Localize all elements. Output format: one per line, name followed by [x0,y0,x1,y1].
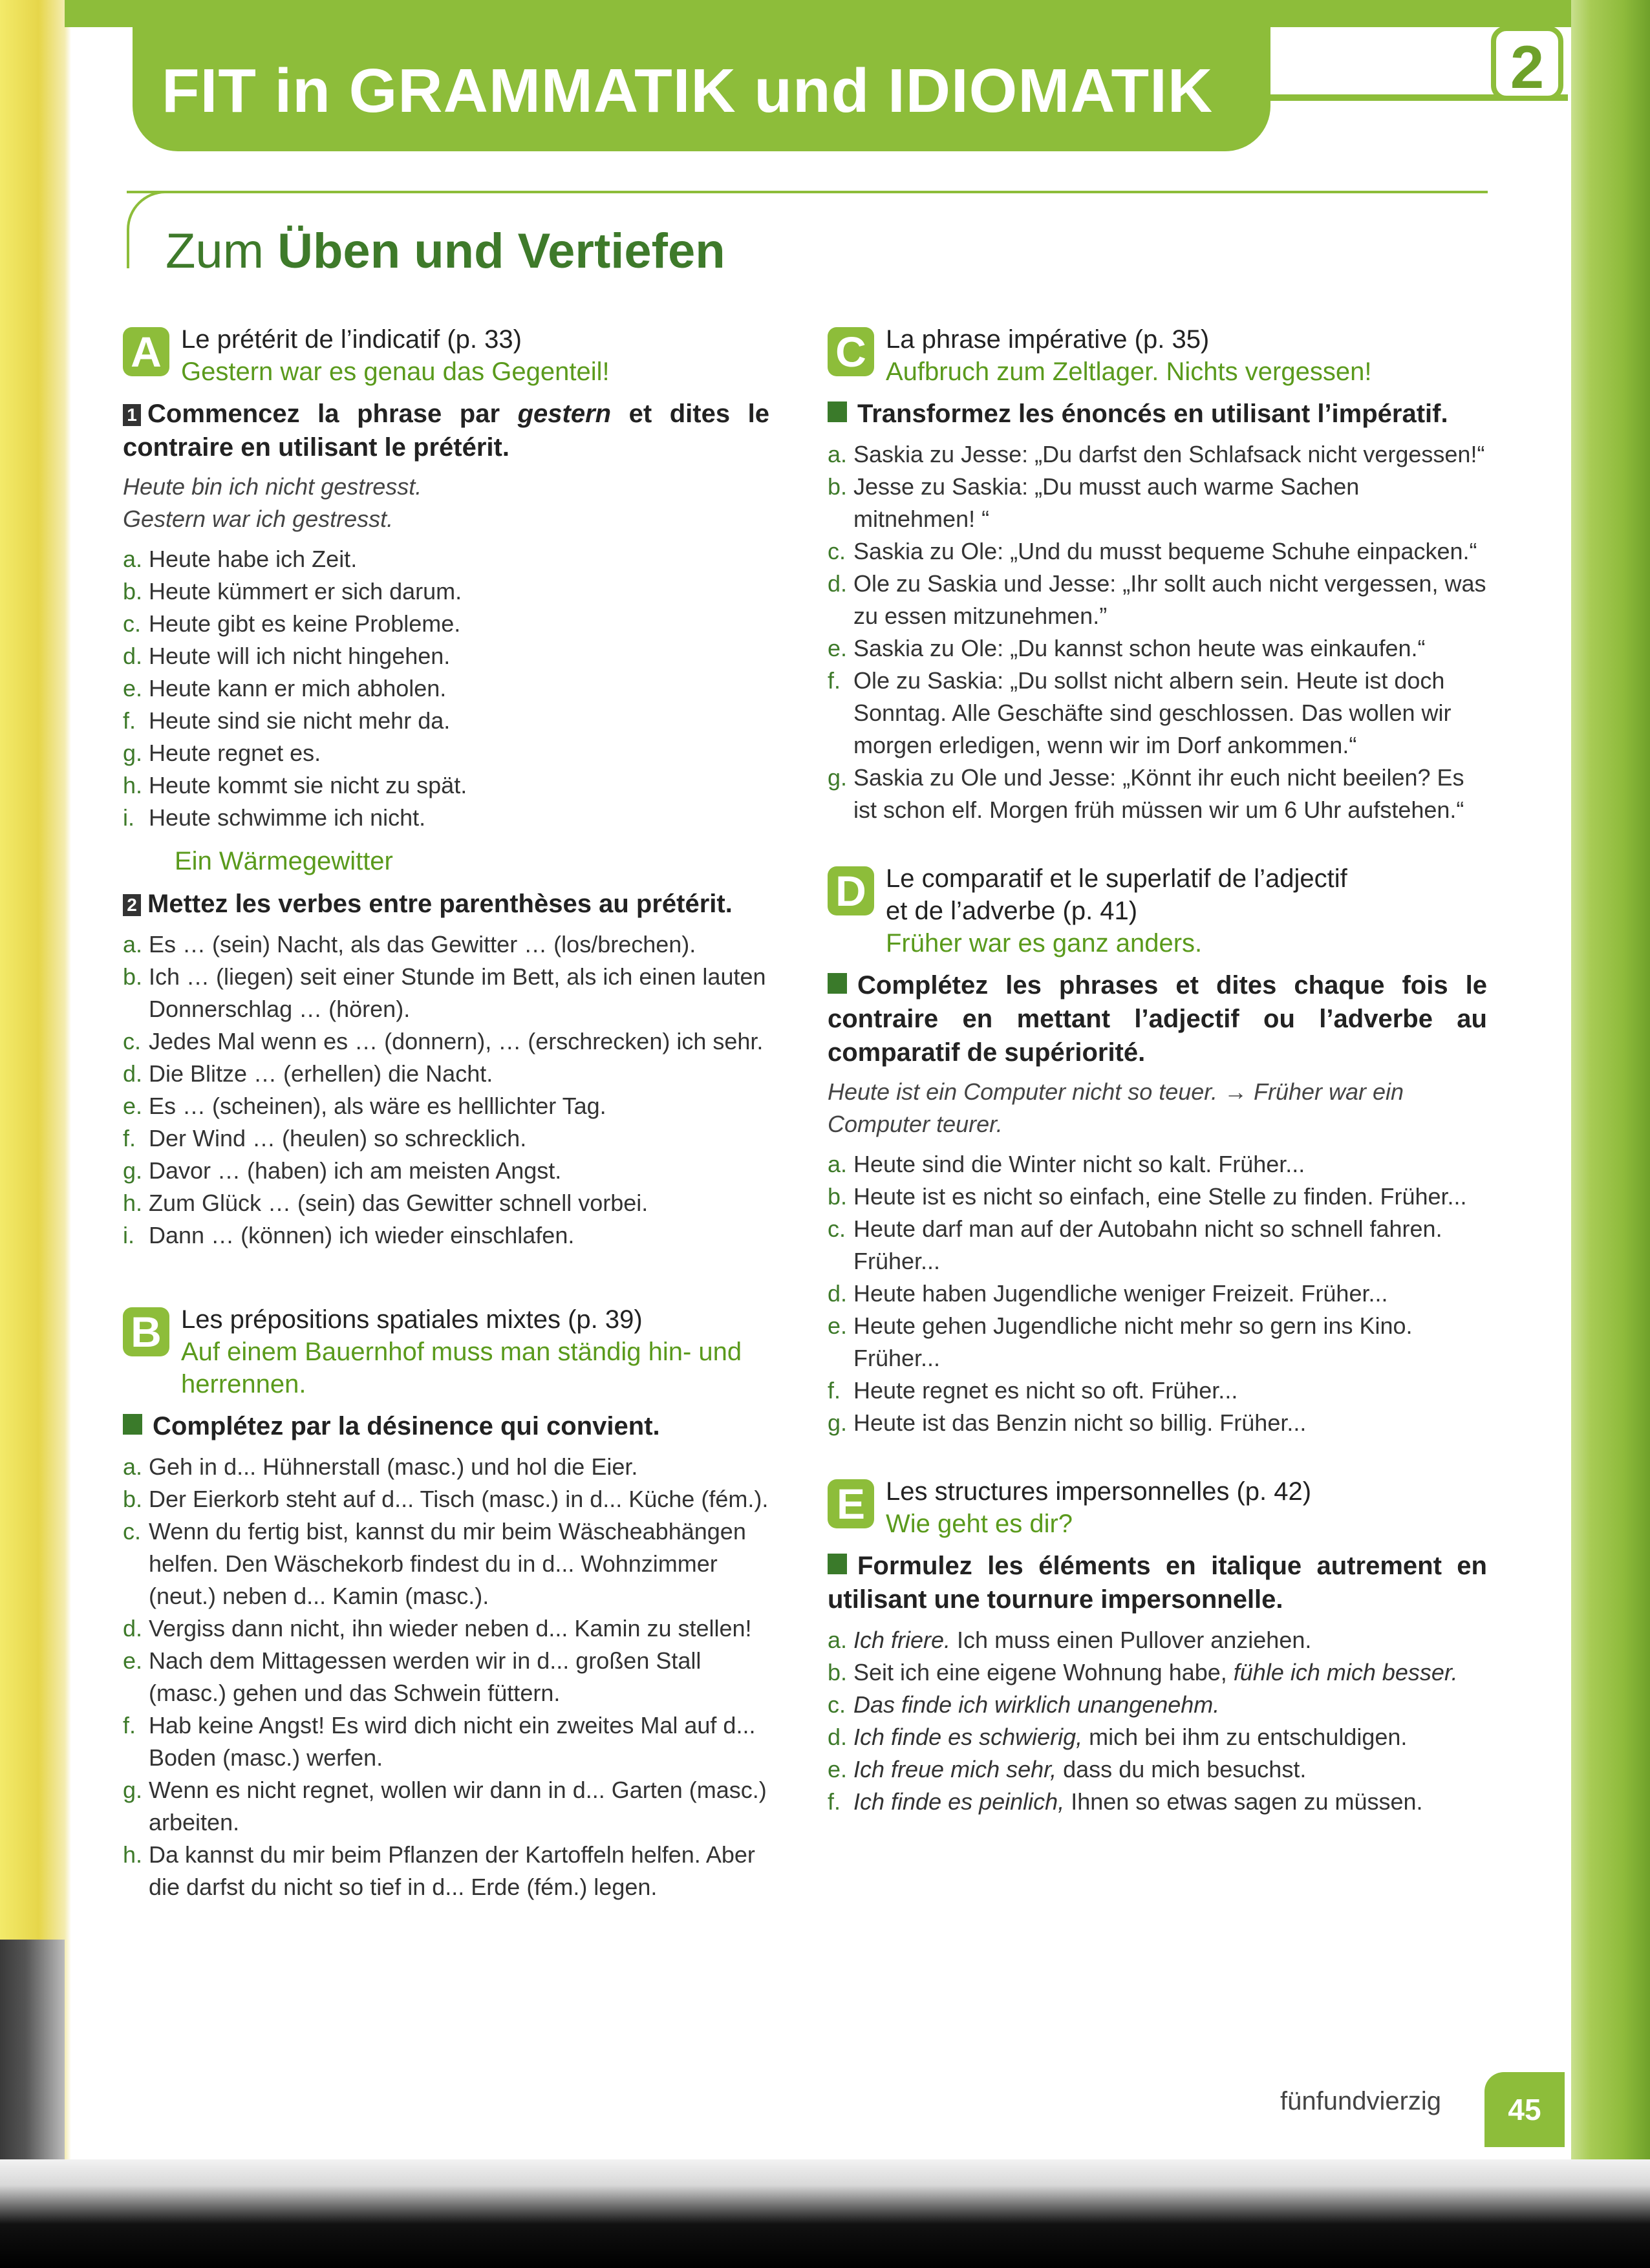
item-text: Ole zu Saskia: „Du sollst nicht albern sein. Heute ist doch Sonntag. Alle Geschäfte sind geschlossen. Das wollen wir morgen erledigen, wenn wir im Dorf ankommen.“ [853,667,1452,758]
task-1-text-b: et dites le contraire en utilisant le prétérit. [123,400,770,462]
item-text: Die Blitze … (erhellen) die Nacht. [149,1060,493,1087]
list-item [123,640,769,672]
item-letter: c. [828,1691,846,1718]
section-e [828,1475,1487,1818]
item-letter: d. [828,1724,848,1750]
section-c-task [828,397,1487,431]
section-c-header [886,323,1487,388]
item-text: Heute kann er mich abholen. [149,675,447,701]
list-item [123,928,769,961]
item-text: Dann … (können) ich wieder einschlafen. [149,1222,575,1248]
item-text: Heute gibt es keine Probleme. [149,610,461,637]
item-text: Heute schwimme ich nicht. [149,804,426,831]
section-a-task-1-list [123,543,769,834]
item-text: Heute ist das Benzin nicht so billig. Früher... [853,1409,1307,1436]
item-letter: a. [828,1627,848,1653]
section-e-badge: E [828,1479,874,1528]
list-item [123,672,769,705]
item-letter: a. [123,546,143,572]
item-text: Heute kommt sie nicht zu spät. [149,772,467,798]
right-page-edge [1571,0,1650,2268]
subtitle-thin: Zum [166,224,264,279]
item-text: Davor … (haben) ich am meisten Angst. [149,1157,562,1184]
item-letter: d. [123,643,143,669]
item-text: Der Wind … (heulen) so schrecklich. [149,1125,527,1151]
section-c [828,323,1487,826]
list-item [123,1155,769,1187]
item-letter: a. [828,441,848,467]
item-letter: f. [123,1712,136,1738]
list-item [123,1058,769,1090]
list-item [123,961,769,1025]
item-letter: g. [123,1157,143,1184]
item-letter: h. [123,1841,143,1868]
item-text: Heute kümmert er sich darum. [149,578,462,604]
list-item [828,1278,1487,1310]
section-a-badge: A [123,327,169,376]
item-italic: Ich friere. [853,1627,951,1653]
section-d-title-1: Le comparatif et le superlatif de l’adjectif [886,864,1347,893]
item-letter: h. [123,1190,143,1216]
task-number-1: 1 [123,404,141,426]
item-text: Ole zu Saskia und Jesse: „Ihr sollt auch nicht vergessen, was zu essen mitzunehmen.” [853,570,1486,629]
item-text: Saskia zu Ole und Jesse: „Könnt ihr euch nicht beeilen? Es ist schon elf. Morgen früh müssen wir um 6 Uhr aufstehen.“ [853,764,1464,823]
item-letter: i. [123,1222,134,1248]
item-letter: b. [123,1486,143,1512]
list-item [123,1187,769,1219]
section-d-task [828,968,1487,1069]
list-item [123,1774,769,1839]
list-item [828,1375,1487,1407]
spacer [123,1252,769,1303]
item-letter: e. [828,1756,848,1782]
item-letter: c. [123,610,142,637]
list-item [123,769,769,802]
section-a-example [123,471,769,535]
section-a-header [181,323,769,388]
page-header-title: FIT in GRAMMATIK und IDIOMATIK [162,56,1214,125]
item-letter: e. [123,1647,143,1674]
section-e-subtitle: Wie geht es dir? [886,1510,1073,1538]
item-letter: a. [123,931,143,957]
item-letter: b. [123,963,143,990]
list-item [828,1624,1487,1656]
section-d-task-text: Complétez les phrases et dites chaque fois le contraire en mettant l’adjectif ou l’adverbe au comparatif de supériorité. [828,971,1487,1067]
item-text: Heute gehen Jugendliche nicht mehr so gern ins Kino. Früher... [853,1312,1413,1371]
item-text: Jedes Mal wenn es … (donnern), … (erschrecken) ich sehr. [149,1028,764,1054]
item-text: Nach dem Mittagessen werden wir in d... großen Stall (masc.) gehen und das Schwein füttern. [149,1647,702,1706]
item-italic: fühle ich mich besser. [1233,1659,1458,1685]
task-square-icon [828,973,847,994]
subtitle-bold: Üben und Vertiefen [277,224,725,279]
item-letter: h. [123,772,143,798]
list-item [828,438,1487,471]
list-item [828,1786,1487,1818]
task-2-text: Mettez les verbes entre parenthèses au prétérit. [147,890,733,918]
item-letter: a. [123,1453,143,1480]
item-letter: g. [828,764,848,791]
section-a [123,323,769,1252]
item-text: Der Eierkorb steht auf d... Tisch (masc.) in d... Küche (fém.). [149,1486,769,1512]
section-d-list [828,1148,1487,1439]
right-column [828,323,1487,1818]
item-text: Heute haben Jugendliche weniger Freizeit. Früher... [853,1280,1388,1307]
item-text: Geh in d... Hühnerstall (masc.) und hol die Eier. [149,1453,638,1480]
list-item [123,1839,769,1903]
list-item [123,608,769,640]
list-item [123,705,769,737]
item-letter: b. [828,473,848,500]
item-text: Wenn du fertig bist, kannst du mir beim Wäscheabhängen helfen. Den Wäschekorb findest du in d... Wohnzimmer (neut.) neben d... Kamin (masc.). [149,1518,746,1609]
page-subtitle [166,223,725,279]
section-c-task-text: Transformez les énoncés en utilisant l’impératif. [857,400,1448,428]
item-letter: g. [123,1777,143,1803]
item-letter: f. [123,707,136,734]
item-letter: f. [828,667,841,694]
section-a-task-2 [123,887,769,921]
item-text: Saskia zu Jesse: „Du darfst den Schlafsack nicht vergessen!“ [853,441,1485,467]
section-e-task-text: Formulez les éléments en italique autrement en utilisant une tournure impersonnelle. [828,1552,1487,1614]
section-e-list [828,1624,1487,1818]
list-item [123,1090,769,1122]
list-item [828,1310,1487,1375]
top-green-band [65,0,1571,27]
section-a-task-2-list [123,928,769,1252]
section-c-title: La phrase impérative (p. 35) [886,325,1210,354]
section-b-badge: B [123,1307,169,1356]
chapter-number-badge: 2 [1491,26,1563,101]
item-text: Hab keine Angst! Es wird dich nicht ein zweites Mal auf d... Boden (masc.) werfen. [149,1712,756,1771]
section-b-task-text: Complétez par la désinence qui convient. [153,1412,660,1440]
list-item [828,1407,1487,1439]
section-d-example: Heute ist ein Computer nicht so teuer. → Früher war ein Computer teurer. [828,1078,1404,1137]
item-italic: Das finde ich wirklich unangenehm. [853,1691,1220,1718]
list-item [123,1483,769,1515]
item-italic: Ich freue mich sehr, [853,1756,1057,1782]
section-d [828,862,1487,1439]
item-letter: c. [828,1215,846,1242]
left-page-edge [0,0,71,2268]
item-letter: f. [828,1788,841,1815]
section-b-task [123,1409,769,1443]
subtitle-corner [127,191,166,268]
item-letter: b. [123,578,143,604]
item-text: Heute darf man auf der Autobahn nicht so schnell fahren. Früher... [853,1215,1442,1274]
list-item [123,1451,769,1483]
task-number-2: 2 [123,894,141,916]
item-text: Heute sind sie nicht mehr da. [149,707,451,734]
item-letter: e. [123,675,143,701]
section-b-header [181,1303,769,1400]
section-d-badge: D [828,866,874,915]
item-letter: d. [828,1280,848,1307]
list-item [828,1213,1487,1278]
item-letter: d. [123,1615,143,1642]
item-text: Ihnen so etwas sagen zu müssen. [1064,1788,1423,1815]
list-item [828,632,1487,665]
item-letter: e. [828,635,848,661]
section-b-title: Les prépositions spatiales mixtes (p. 39) [181,1305,643,1334]
list-item [123,1645,769,1709]
list-item [123,543,769,575]
list-item [123,1025,769,1058]
item-text: Jesse zu Saskia: „Du musst auch warme Sachen mitnehmen! “ [853,473,1360,532]
section-c-badge: C [828,327,874,376]
item-italic: Ich finde es schwierig, [853,1724,1083,1750]
list-item [828,1656,1487,1689]
item-text: Heute sind die Winter nicht so kalt. Früher... [853,1151,1305,1177]
section-d-title-2: et de l’adverbe (p. 41) [886,897,1138,925]
section-a-subheading-2: Ein Wärmegewitter [175,847,393,875]
item-text: Saskia zu Ole: „Du kannst schon heute was einkaufen.“ [853,635,1426,661]
item-letter: f. [123,1125,136,1151]
page-number-word: fünfundvierzig [1280,2087,1442,2115]
item-letter: g. [123,740,143,766]
item-letter: i. [123,804,134,831]
section-c-subtitle: Aufbruch zum Zeltlager. Nichts vergessen! [886,358,1372,386]
item-text: Heute regnet es nicht so oft. Früher... [853,1377,1238,1404]
list-item [828,568,1487,632]
page-number: 45 [1484,2072,1565,2147]
item-letter: d. [123,1060,143,1087]
section-e-task [828,1549,1487,1616]
item-letter: e. [123,1093,143,1119]
item-text: Vergiss dann nicht, ihn wieder neben d... Kamin zu stellen! [149,1615,752,1642]
item-letter: c. [123,1028,142,1054]
list-item [828,1753,1487,1786]
item-text: Heute regnet es. [149,740,321,766]
item-letter: e. [828,1312,848,1339]
list-item [123,737,769,769]
list-item [828,1721,1487,1753]
item-letter: g. [828,1409,848,1436]
item-text: Heute ist es nicht so einfach, eine Stelle zu finden. Früher... [853,1183,1467,1210]
spacer [828,826,1487,862]
item-text: Ich muss einen Pullover anziehen. [950,1627,1312,1653]
task-square-icon [123,1414,142,1435]
example-line-1: Heute bin ich nicht gestresst. [123,473,422,500]
task-1-text-em: gestern [517,400,612,428]
list-item [828,665,1487,762]
section-d-header [886,862,1487,959]
section-e-header [886,1475,1487,1540]
list-item [123,1515,769,1612]
section-c-list [828,438,1487,826]
list-item [123,1122,769,1155]
item-text: Seit ich eine eigene Wohnung habe, [853,1659,1234,1685]
section-e-title: Les structures impersonnelles (p. 42) [886,1477,1312,1506]
item-text: Wenn es nicht regnet, wollen wir dann in d... Garten (masc.) arbeiten. [149,1777,767,1835]
task-square-icon [828,401,847,422]
list-item [123,1219,769,1252]
item-text: Ich … (liegen) seit einer Stunde im Bett, als ich einen lauten Donnerschlag … (hören). [149,963,766,1022]
item-text: Heute habe ich Zeit. [149,546,358,572]
item-text: Zum Glück … (sein) das Gewitter schnell vorbei. [149,1190,648,1216]
task-1-text-a: Commencez la phrase par [147,400,518,428]
item-letter: c. [828,538,846,564]
item-text: Heute will ich nicht hingehen. [149,643,451,669]
section-b-subtitle: Auf einem Bauernhof muss man ständig hin- und herrennen. [181,1338,742,1398]
left-column [123,323,769,1903]
list-item [828,1181,1487,1213]
item-letter: b. [828,1183,848,1210]
section-d-subtitle: Früher war es ganz anders. [886,929,1203,957]
list-item [123,1709,769,1774]
section-a-task-1 [123,397,769,464]
section-a-subtitle: Gestern war es genau das Gegenteil! [181,358,610,386]
list-item [828,1689,1487,1721]
example-line-2: Gestern war ich gestresst. [123,506,394,532]
list-item [828,762,1487,826]
scan-bottom-band [0,2159,1650,2268]
list-item [828,535,1487,568]
item-letter: f. [828,1377,841,1404]
item-letter: c. [123,1518,142,1545]
task-square-icon [828,1554,847,1574]
item-letter: d. [828,570,848,597]
item-text: Da kannst du mir beim Pflanzen der Kartoffeln helfen. Aber die darfst du nicht so tief in d... Erde (fém.) legen. [149,1841,755,1900]
list-item [828,1148,1487,1181]
item-italic: Ich finde es peinlich, [853,1788,1065,1815]
item-text: dass du mich besuchst. [1056,1756,1307,1782]
item-letter: b. [828,1659,848,1685]
item-letter: a. [828,1151,848,1177]
item-text: Saskia zu Ole: „Und du musst bequeme Schuhe einpacken.“ [853,538,1477,564]
item-text: Es … (scheinen), als wäre es helllichter Tag. [149,1093,606,1119]
list-item [828,471,1487,535]
section-b-list [123,1451,769,1903]
list-item [123,1612,769,1645]
section-b [123,1303,769,1903]
spacer [828,1439,1487,1475]
item-text: Es … (sein) Nacht, als das Gewitter … (los/brechen). [149,931,696,957]
list-item [123,802,769,834]
list-item [123,575,769,608]
item-text: mich bei ihm zu entschuldigen. [1082,1724,1408,1750]
section-a-title: Le prétérit de l’indicatif (p. 33) [181,325,522,354]
subtitle-rule [127,191,1488,193]
